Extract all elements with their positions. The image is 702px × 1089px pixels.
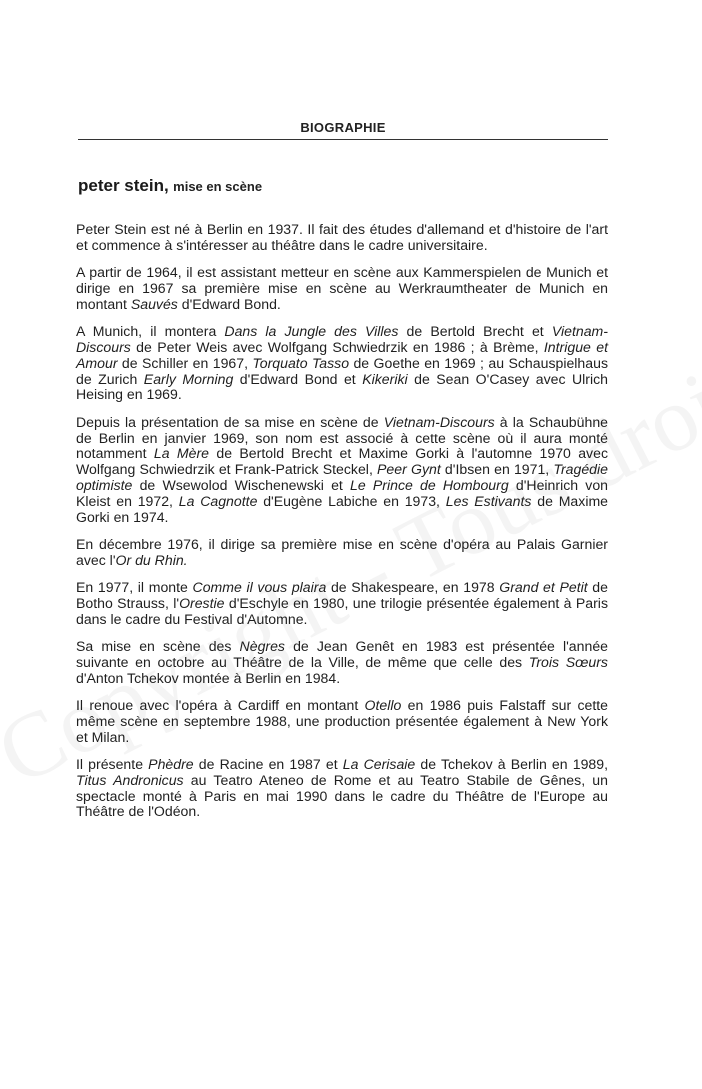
biography-paragraph xyxy=(76,639,608,686)
paragraph-text: de Racine en 1987 et xyxy=(193,756,343,773)
paragraph-text: Depuis la présentation de sa mise en scène de xyxy=(76,413,384,430)
paragraph-text: Peter Stein est né à Berlin en 1937. Il fait des études d'allemand et d'histoire de l'art et commence à s'intéresser au théâtre dans le cadre universitaire. xyxy=(76,221,608,253)
paragraph-text: de Maxime Gorki en 1974. xyxy=(76,492,609,525)
work-title: La Mère xyxy=(153,445,209,462)
paragraph-text: de Goethe en 1969 ; au Schauspielhaus de Zurich xyxy=(76,354,608,387)
paragraph-text: en 1986 puis Falstaff sur cette même scène en septembre 1988, une production présentée également à New York et Milan. xyxy=(76,697,609,745)
work-title: Peer Gynt xyxy=(377,461,441,478)
paragraph-text: de Jean Genêt en 1983 est présentée l'année suivante en octobre au Théâtre de la Ville, de même que celle des xyxy=(76,638,608,670)
paragraph-text: de Peter Weis avec Wolfgang Schwiedrzik en 1986 ; à Brème, xyxy=(130,338,544,355)
header-rule xyxy=(78,139,608,140)
paragraph-text: de Bertold Brecht et xyxy=(398,323,552,340)
paragraph-text: En décembre 1976, il dirige sa première mise en scène d'opéra au Palais Garnier avec l' xyxy=(76,535,608,568)
paragraph-text: d'Eugène Labiche en 1973, xyxy=(257,492,446,509)
work-title: Les Estivants xyxy=(445,492,532,509)
work-title: Intrigue et Amour xyxy=(76,338,609,371)
paragraph-text: d'Edward Bond. xyxy=(177,295,281,312)
paragraph-text: d'Anton Tchekov montée à Berlin en 1984. xyxy=(76,669,341,686)
paragraph-text: d'Edward Bond et xyxy=(233,370,363,387)
work-title: Early Morning xyxy=(143,370,234,387)
paragraph-text: à la Schaubühne de Berlin en janvier 1969, son nom est associé à cette scène où il aura monté notamment xyxy=(76,413,608,462)
work-title: La Cagnotte xyxy=(178,492,258,509)
paragraph-text: de Shakespeare, en 1978 xyxy=(326,579,500,596)
paragraph-text: Sa mise en scène des xyxy=(76,638,240,655)
biography-title xyxy=(78,176,608,196)
paragraph-text: Il présente xyxy=(76,756,149,773)
paragraph-text: de Sean O'Casey avec Ulrich Heising en 1969. xyxy=(76,370,609,403)
work-title: La Cerisaie xyxy=(342,756,416,773)
paragraph-text: d'Heinrich von Kleist en 1972, xyxy=(76,476,608,509)
work-title: Le Prince de Hombourg xyxy=(350,476,509,493)
biography-paragraph xyxy=(76,265,608,312)
biography-paragraph xyxy=(76,580,608,627)
paragraph-text: Il renoue avec l'opéra à Cardiff en montant xyxy=(76,697,365,714)
paragraph-text: de Wsewolod Wischenewski et xyxy=(132,476,351,493)
work-title: Grand et Petit xyxy=(499,579,588,596)
paragraph-text: d'Eschyle en 1980, une trilogie présentée également à Paris dans le cadre du Festival d'Automne. xyxy=(76,594,608,627)
work-title: Or du Rhin. xyxy=(115,551,188,568)
work-title: Kikeriki xyxy=(362,370,408,387)
paragraph-text: de Botho Strauss, l' xyxy=(76,579,608,611)
work-title: Orestie xyxy=(179,594,225,611)
person-role: mise en scène xyxy=(173,179,263,194)
work-title: Sauvés xyxy=(130,295,178,312)
work-title: Nègres xyxy=(239,638,285,655)
biography-paragraph xyxy=(76,415,608,526)
work-title: Torquato Tasso xyxy=(252,354,350,371)
paragraph-text: A partir de 1964, il est assistant metteur en scène aux Kammerspielen de Munich et dirige en 1967 sa première mise en scène au Werkraumtheater de Munich en montant xyxy=(76,264,608,312)
person-name: peter stein, xyxy=(78,176,169,195)
paragraph-text: de Bertold Brecht et Maxime Gorki à l'automne 1970 avec Wolfgang Schwiedrzik et Frank-Patrick Steckel, xyxy=(76,445,608,478)
biography-paragraph xyxy=(76,698,608,745)
paragraph-text: d'Ibsen en 1971, xyxy=(440,461,554,478)
work-title: Otello xyxy=(364,697,402,714)
work-title: Comme il vous plaira xyxy=(192,579,327,596)
paragraph-text: au Teatro Ateneo de Rome et au Teatro Stabile de Gênes, un spectacle monté à Paris en mai 1990 dans le cadre du Théâtre de l'Europe au Théâtre de l'Odéon. xyxy=(76,771,608,820)
biography-paragraph xyxy=(76,757,608,820)
work-title: Phèdre xyxy=(148,756,194,773)
biography-paragraph xyxy=(76,324,608,403)
work-title: Vietnam-Discours xyxy=(76,323,608,355)
work-title: Dans la Jungle des Villes xyxy=(224,323,399,340)
biography-paragraph xyxy=(76,537,608,569)
work-title: Tragédie optimiste xyxy=(76,461,608,493)
section-header: BIOGRAPHIE xyxy=(300,120,386,135)
work-title: Vietnam-Discours xyxy=(383,413,495,430)
work-title: Trois Sœurs xyxy=(528,653,608,670)
work-title: Titus Andronicus xyxy=(76,771,184,788)
paragraph-text: A Munich, il montera xyxy=(76,323,225,340)
biography-paragraph xyxy=(76,222,608,254)
biography-body xyxy=(76,222,608,832)
paragraph-text: En 1977, il monte xyxy=(76,579,193,596)
paragraph-text: de Tchekov à Berlin en 1989, xyxy=(415,756,609,773)
paragraph-text: de Schiller en 1967, xyxy=(117,354,253,371)
